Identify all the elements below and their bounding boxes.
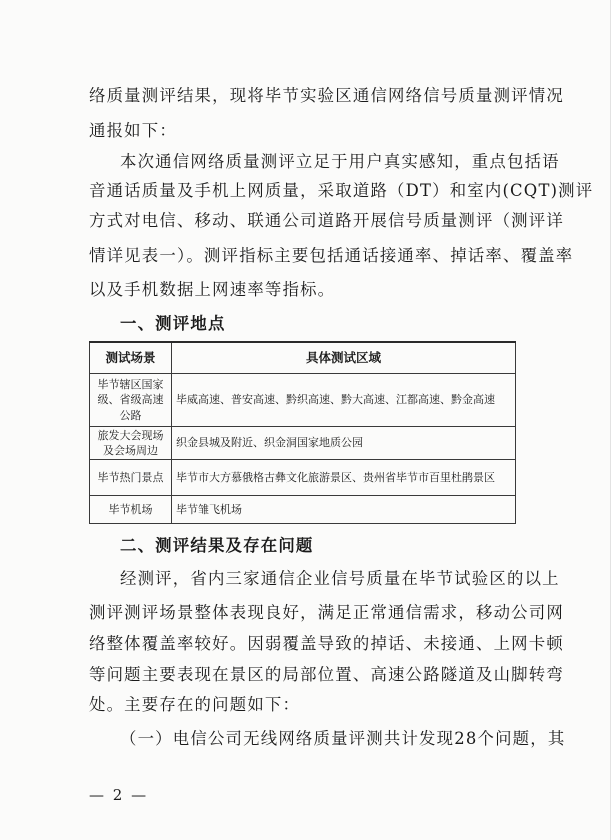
scene-cell: 旅发大会现场及会场周边 <box>90 427 172 460</box>
body-line-3: 本次通信网络质量测评立足于用户真实感知，重点包括语 <box>120 152 560 171</box>
area-cell: 毕威高速、普安高速、黔织高速、黔大高速、江都高速、黔金高速 <box>172 374 516 427</box>
body-line-10: 络整体覆盖率较好。因弱覆盖导致的掉话、未接通、上网卡顿 <box>89 634 564 653</box>
table-row <box>90 374 516 427</box>
table-row <box>90 427 516 460</box>
page-number: — 2 — <box>89 786 149 804</box>
column-header-area: 具体测试区域 <box>172 342 516 374</box>
section-heading-locations: 一、测评地点 <box>120 314 226 333</box>
table-row <box>90 460 516 496</box>
body-line-11: 等问题主要表现在景区的局部位置、高速公路隧道及山脚转弯 <box>89 665 564 684</box>
body-line-1: 络质量测评结果，现将毕节实验区通信网络信号质量测评情况 <box>89 86 564 105</box>
body-line-13: （一）电信公司无线网络质量评测共计发现28个问题，其 <box>120 729 566 748</box>
test-sites-table <box>89 341 516 524</box>
scene-cell: 毕节辖区国家级、省级高速公路 <box>90 374 172 427</box>
body-line-6: 情详见表一）。测评指标主要包括通话接通率、掉话率、覆盖率 <box>89 246 574 265</box>
body-line-4: 音通话质量及手机上网质量，采取道路（DT）和室内(CQT)测评 <box>89 181 594 200</box>
table-row <box>90 496 516 524</box>
body-line-8: 经测评，省内三家通信企业信号质量在毕节试验区的以上 <box>120 569 560 588</box>
body-line-5: 方式对电信、移动、联通公司道路开展信号质量测评（测评详 <box>89 211 564 230</box>
area-cell: 织金县城及附近、织金洞国家地质公园 <box>172 427 516 460</box>
body-line-2: 通报如下： <box>89 121 177 140</box>
section-heading-results: 二、测评结果及存在问题 <box>120 536 314 555</box>
scene-cell: 毕节机场 <box>90 496 172 524</box>
body-line-12: 处。主要存在的问题如下： <box>89 695 301 714</box>
area-cell: 毕节市大方慕俄格古彝文化旅游景区、贵州省毕节市百里杜鹃景区 <box>172 460 516 496</box>
body-line-7: 以及手机数据上网速率等指标。 <box>89 280 336 299</box>
table-header-row <box>90 342 516 374</box>
column-header-scene: 测试场景 <box>90 342 172 374</box>
area-cell: 毕节雏飞机场 <box>172 496 516 524</box>
scene-cell: 毕节热门景点 <box>90 460 172 496</box>
body-line-9: 测评测评场景整体表现良好，满足正常通信需求，移动公司网 <box>89 603 564 622</box>
